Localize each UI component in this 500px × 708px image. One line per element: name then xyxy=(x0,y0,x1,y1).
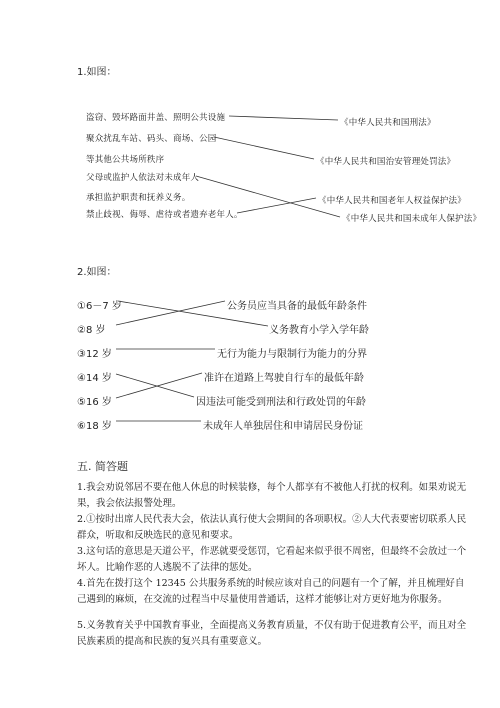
q1-left-item-1: 盗窃、毁坏路面井盖、照明公共设施 xyxy=(86,113,226,123)
q1-left-item-3: 等其他公共场所秩序 xyxy=(86,155,165,165)
q1-left-item-5: 承担监护职责和抚养义务。 xyxy=(86,193,191,203)
answer-4: 4.首先在拨打这个 12345 公共服务系统的时候应该对自己的问题有一个了解，并且梳理好自己遇到的麻烦，在交流的过程当中尽量使用普通话，这样才能够让对方更好地为你服务。 xyxy=(77,578,465,605)
q2-right-item-2: 义务教育小学入学年龄 xyxy=(269,325,369,336)
q1-right-item-4: 《中华人民共和国未成年人保护法》 xyxy=(342,214,482,224)
q1-right-item-3: 《中华人民共和国老年人权益保护法》 xyxy=(318,196,466,206)
q2-right-item-6: 未成年人单独居住和申请居民身份证 xyxy=(203,421,363,432)
q1-left-item-4: 父母或监护人依法对未成年人 xyxy=(86,173,200,183)
q1-connector-1 xyxy=(229,116,338,120)
q1-connector-4 xyxy=(237,198,316,213)
q2-right-item-3: 无行为能力与限制行为能力的分界 xyxy=(217,349,367,360)
q2-right-item-5: 因违法可能受到刑法和行政处罚的年龄 xyxy=(196,397,366,408)
q1-right-item-1: 《中华人民共和国刑法》 xyxy=(340,118,436,128)
q2-left-item-6: ⑥18 岁 xyxy=(77,421,112,432)
q2-right-item-4: 准许在道路上驾驶自行车的最低年龄 xyxy=(204,373,364,384)
q1-left-item-6: 禁止歧视、侮辱、虐待或者遗弃老年人。 xyxy=(86,210,243,220)
q2-left-item-3: ③12 岁 xyxy=(77,349,112,360)
q1-connector-3 xyxy=(196,176,340,217)
q2-heading: 2.如图： xyxy=(77,267,117,278)
q2-connector-4 xyxy=(116,374,194,397)
q2-connector-5 xyxy=(116,373,202,398)
answer-5: 5.义务教育关乎中国教育事业，全面提高义务教育质量，不仅有助于促进教育公平，而且对全民族素质的提高和民族的复兴具有重要意义。 xyxy=(77,620,467,647)
q2-connector-2 xyxy=(116,301,225,325)
q1-connector-2 xyxy=(214,137,314,159)
q2-connector-1 xyxy=(118,301,268,326)
q2-left-item-2: ②8 岁 xyxy=(77,325,106,336)
q1-heading: 1.如图： xyxy=(77,67,117,78)
q2-left-item-1: ①6－7 岁 xyxy=(77,301,122,312)
q1-left-item-2: 聚众扰乱车站、码头、商场、公园 xyxy=(86,134,217,144)
answer-1: 1.我会劝说邻居不要在他人休息的时候装修，每个人都享有不被他人打扰的权利。如果劝说无果，我会依法报警处理。 xyxy=(77,482,467,509)
q2-left-item-4: ④14 岁 xyxy=(77,373,112,384)
answer-3: 3.这句话的意思是天道公平，作恶就要受惩罚，它看起来似乎很不周密，但最终不会放过一个坏人。比喻作恶的人逃脱不了法律的惩处。 xyxy=(77,546,467,573)
q2-left-item-5: ⑤16 岁 xyxy=(77,397,112,408)
q1-right-item-2: 《中华人民共和国治安管理处罚法》 xyxy=(316,157,456,167)
section-title: 五. 简答题 xyxy=(77,460,128,473)
answer-2: 2.①按时出席人民代表大会，依法认真行使大会期间的各项职权。②人大代表要密切联系人民群众，听取和反映选民的意见和要求。 xyxy=(77,514,467,541)
q2-right-item-1: 公务员应当具备的最低年龄条件 xyxy=(227,301,367,312)
